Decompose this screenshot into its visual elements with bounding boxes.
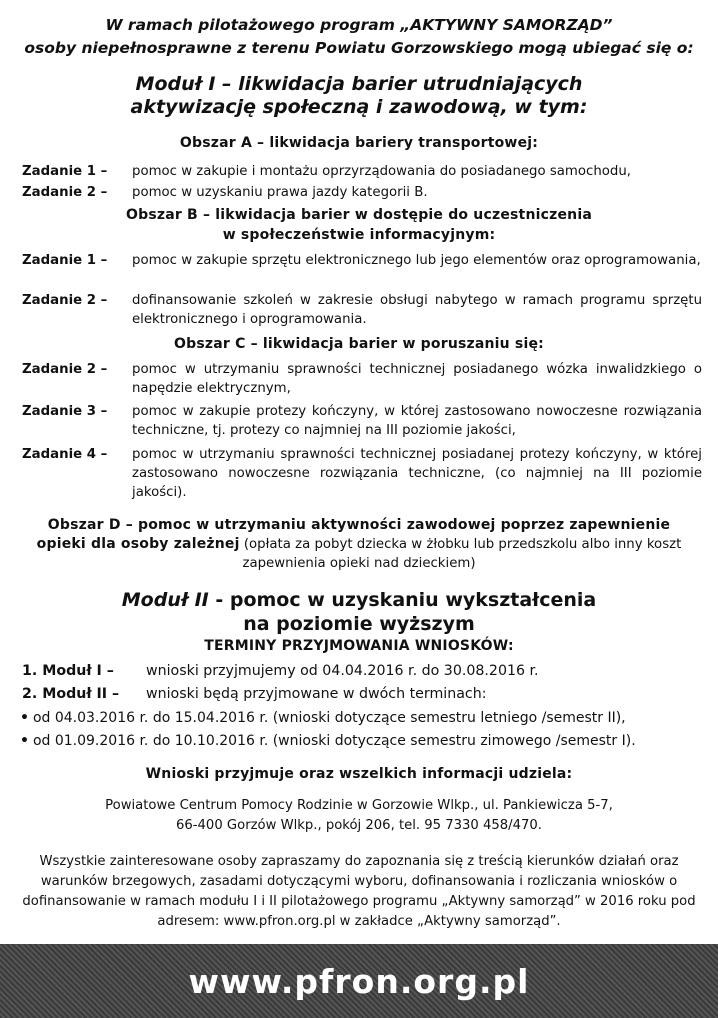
task-text: pomoc w zakupie sprzętu elektronicznego lub jego elementów oraz oprogramowania,	[132, 253, 701, 268]
task-label: Zadanie 2 –	[22, 293, 108, 308]
deadline-text: wnioski przyjmujemy od 04.04.2016 r. do 30.08.2016 r.	[146, 663, 539, 679]
task-text: pomoc w zakupie protezy kończyny, w której zastosowano nowoczesne rozwiązania techniczne, tj. protezy co najmniej na III poziomie jakości,	[132, 404, 702, 438]
bullet-text: od 04.03.2016 r. do 15.04.2016 r. (wnioski dotyczące semestru letniego /semestr II),	[32, 710, 626, 726]
area-b-task-2	[22, 291, 702, 329]
deadline-bullet-1	[20, 708, 710, 728]
bullet-icon: •	[20, 710, 29, 726]
module-2-title-rest: - pomoc w uzyskaniu wykształcenia	[208, 589, 597, 611]
deadline-label: 2. Moduł II –	[22, 686, 120, 702]
bullet-icon: •	[20, 733, 29, 749]
module-1-title-line-1: Moduł I – likwidacja barier utrudniających	[135, 73, 583, 95]
area-d	[28, 516, 690, 573]
area-b-title	[0, 205, 718, 245]
area-c-task-2	[22, 360, 702, 398]
deadline-bullet-2	[20, 731, 710, 751]
task-label: Zadanie 1 –	[22, 164, 108, 179]
area-c-title: Obszar C – likwidacja barier w poruszaniu się:	[174, 336, 544, 352]
task-text: pomoc w utrzymaniu sprawności technicznej posiadanej protezy kończyny, w której zastosowano nowoczesne rozwiązania techniczne, (co najmniej na III poziomie jakości).	[132, 447, 702, 500]
footer-paragraph: Wszystkie zainteresowane osoby zapraszamy do zapoznania się z treścią kierunków działań oraz warunków brzegowych, zasadami dotyczącymi wyboru, dofinansowania i rozliczania wniosków o dofinansowanie w ramach modułu I i II pilotażowego programu „Aktywny samorząd” w 2016 roku pod adresem: www.pfron.org.pl w zakładce „Aktywny samorząd”.	[22, 854, 696, 929]
area-c-task-3	[22, 402, 702, 440]
contact-address	[0, 796, 718, 836]
area-d-note: (opłata za pobyt dziecka w żłobku lub przedszkolu albo inny koszt zapewnienia opieki nad dzieckiem)	[242, 537, 682, 571]
area-b-title-line-1: Obszar B – likwidacja barier w dostępie do uczestniczenia	[126, 207, 592, 223]
task-label: Zadanie 3 –	[22, 404, 108, 419]
area-a-task-2	[22, 183, 702, 202]
deadline-module-2	[22, 684, 712, 704]
task-text: pomoc w uzyskaniu prawa jazdy kategorii B.	[132, 185, 428, 200]
website-banner	[0, 944, 718, 1018]
deadline-label: 1. Moduł I –	[22, 663, 114, 679]
bullet-text: od 01.09.2016 r. do 10.10.2016 r. (wnioski dotyczące semestru zimowego /semestr I).	[32, 733, 636, 749]
area-c-task-4	[22, 445, 702, 502]
deadline-text: wnioski będą przyjmowane w dwóch terminach:	[146, 686, 487, 702]
task-label: Zadanie 4 –	[22, 447, 108, 462]
intro-line-1: W ramach pilotażowego program „AKTYWNY SAMORZĄD”	[105, 16, 613, 34]
area-b-task-1	[22, 251, 702, 270]
contact-address-line-2: 66-400 Gorzów Wlkp., pokój 206, tel. 95 7330 458/470.	[176, 818, 542, 833]
intro-heading	[0, 14, 718, 60]
area-d-title: Obszar D – pomoc w utrzymaniu aktywności zawodowej poprzez zapewnienie opieki dla osoby zależnej	[36, 517, 671, 552]
module-2-title	[0, 588, 718, 636]
task-text: dofinansowanie szkoleń w zakresie obsługi nabytego w ramach programu sprzętu elektronicznego i oprogramowania.	[132, 293, 702, 327]
intro-line-2: osoby niepełnosprawne z terenu Powiatu Gorzowskiego mogą ubiegać się o:	[24, 39, 694, 57]
contact-title: Wnioski przyjmuje oraz wszelkich informacji udziela:	[145, 766, 573, 782]
task-text: pomoc w utrzymaniu sprawności technicznej posiadanego wózka inwalidzkiego o napędzie elektrycznym,	[132, 362, 702, 396]
contact-address-line-1: Powiatowe Centrum Pomocy Rodzinie w Gorzowie Wlkp., ul. Pankiewicza 5-7,	[105, 798, 613, 813]
deadlines-title: TERMINY PRZYJMOWANIA WNIOSKÓW:	[204, 638, 514, 654]
deadline-module-1	[22, 661, 712, 681]
website-banner-link[interactable]: www.pfron.org.pl	[188, 961, 530, 1001]
module-2-title-prefix: Moduł II	[121, 589, 209, 611]
area-b-title-line-2: w społeczeństwie informacyjnym:	[222, 227, 496, 243]
module-2-title-line-2: na poziomie wyższym	[243, 613, 475, 635]
area-a-title: Obszar A – likwidacja bariery transportowej:	[179, 135, 539, 151]
task-text: pomoc w zakupie i montażu oprzyrządowania do posiadanego samochodu,	[132, 164, 631, 179]
module-1-title-line-2: aktywizację społeczną i zawodową, w tym:	[130, 96, 588, 118]
task-label: Zadanie 2 –	[22, 362, 108, 377]
module-1-title	[0, 73, 718, 119]
task-label: Zadanie 1 –	[22, 253, 108, 268]
task-label: Zadanie 2 –	[22, 185, 108, 200]
area-a-task-1	[22, 162, 702, 181]
